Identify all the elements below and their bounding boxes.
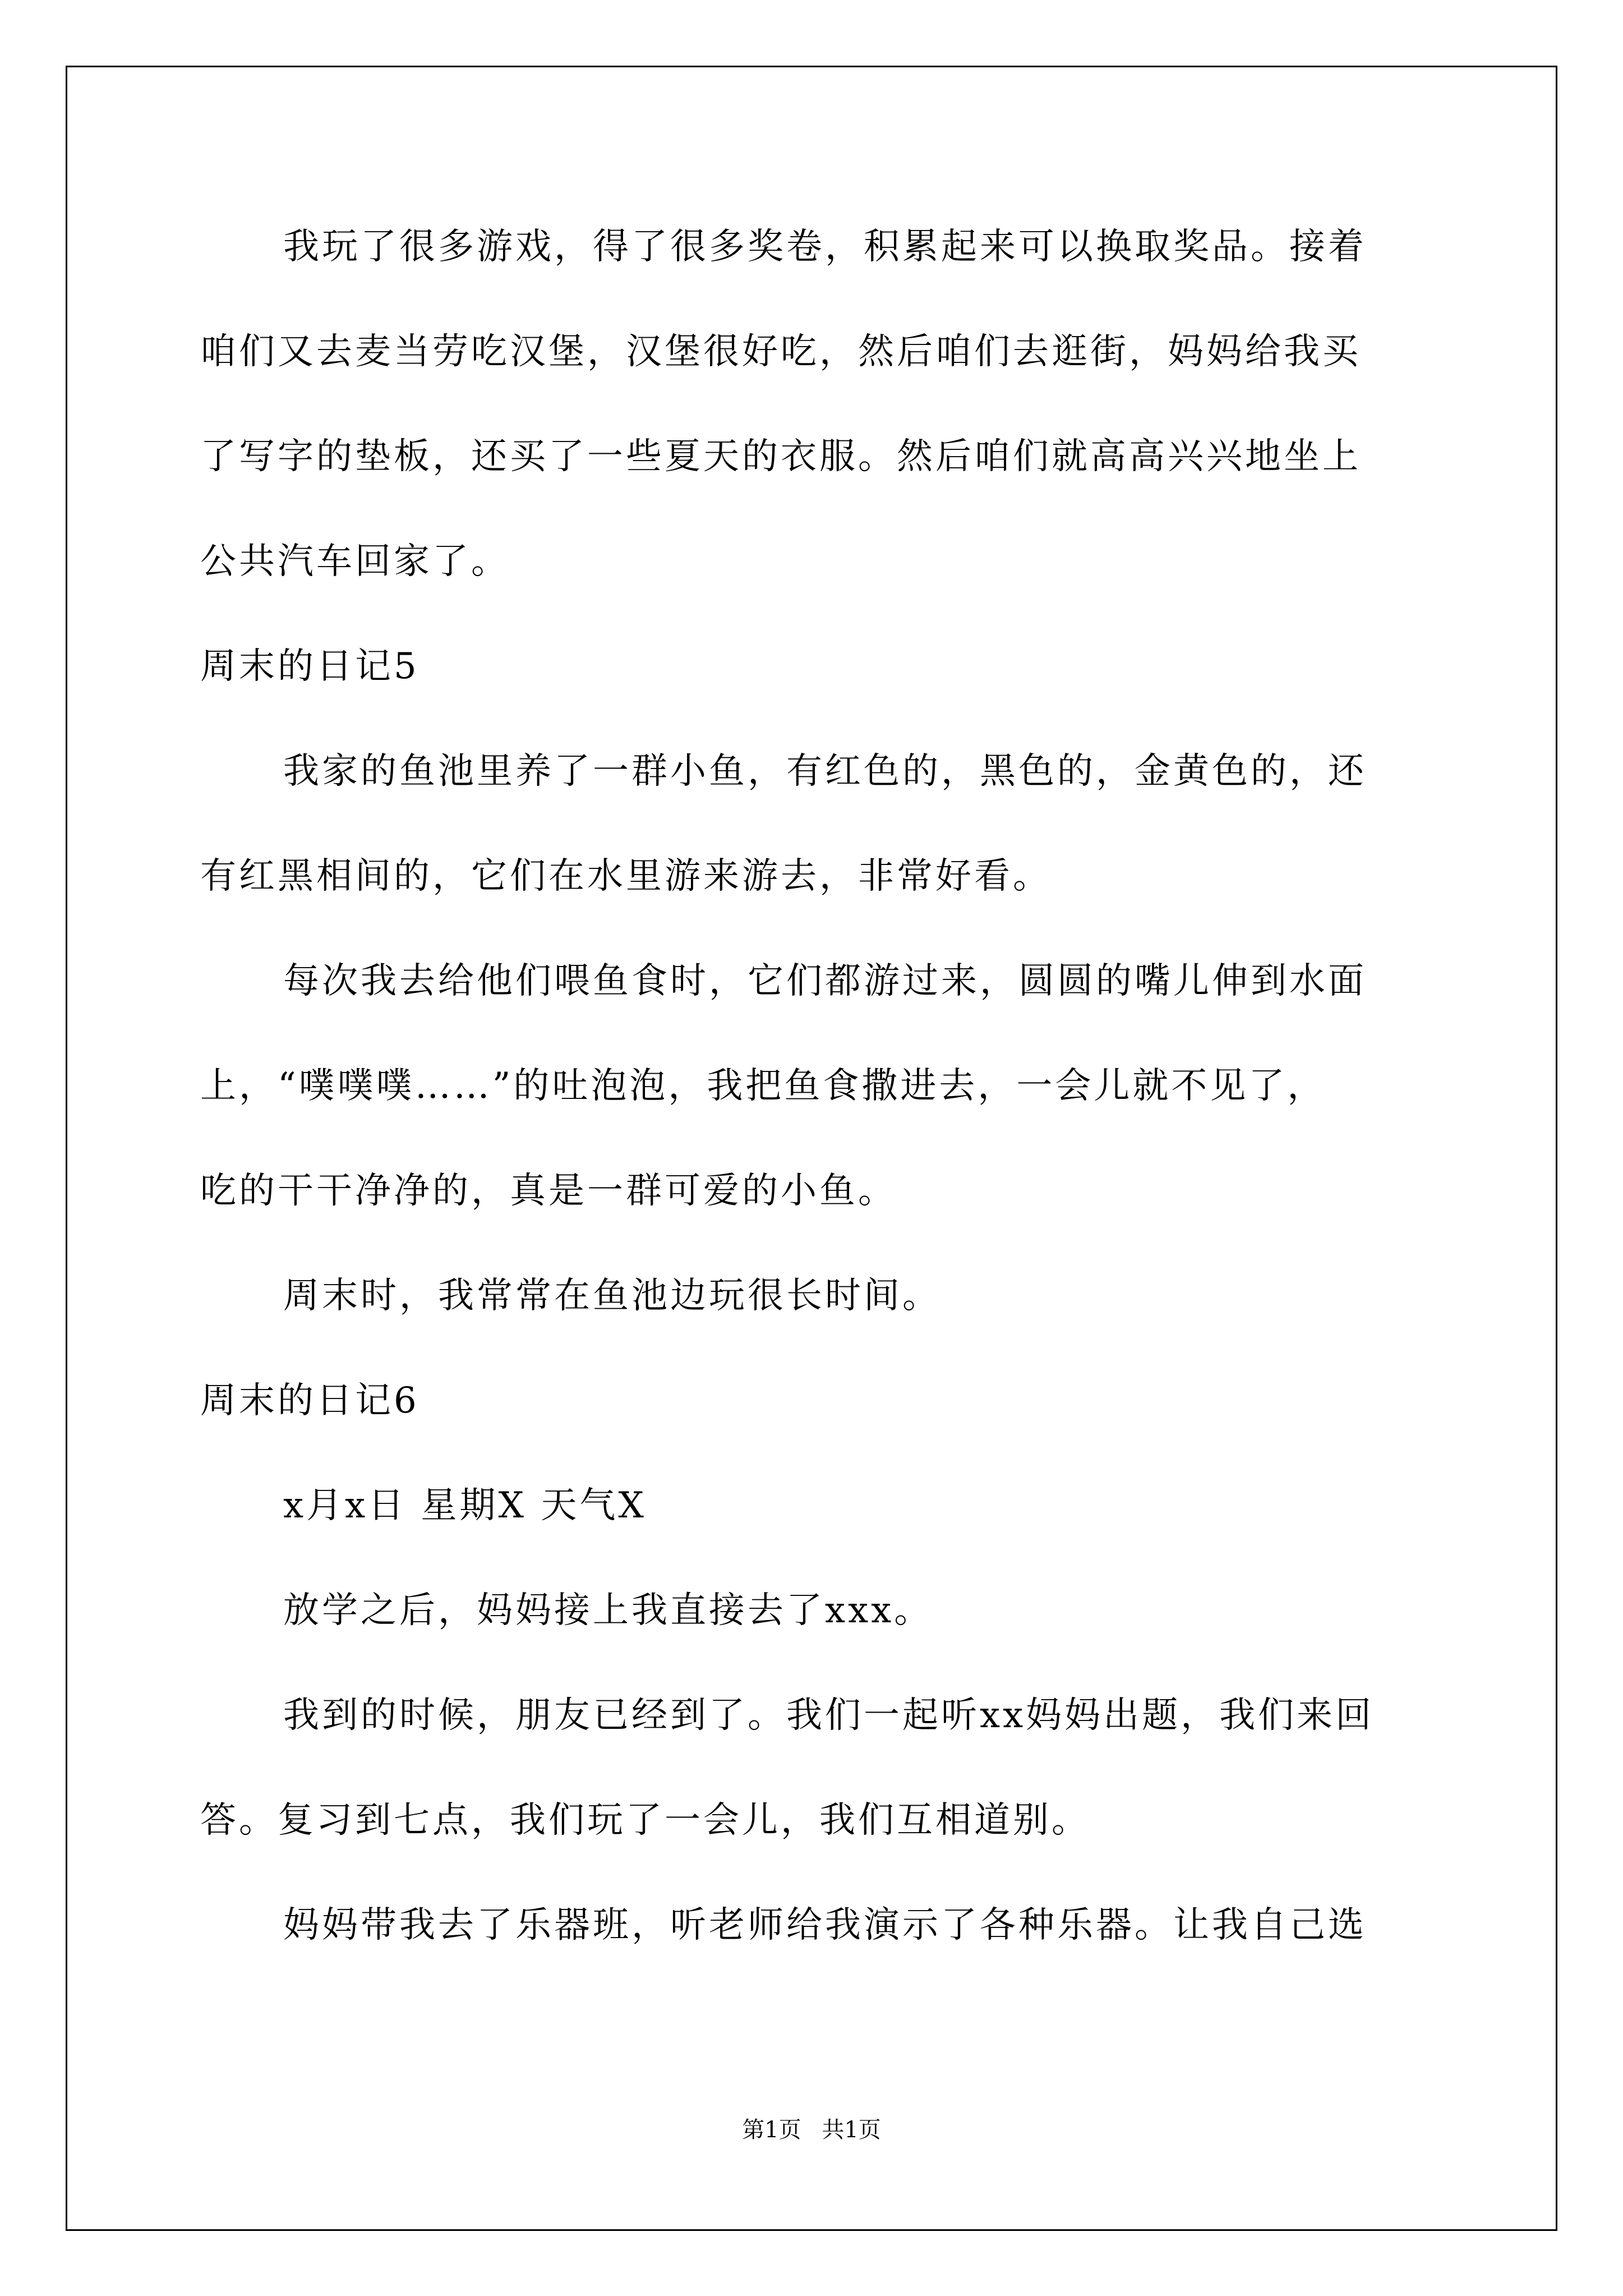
paragraph-line: 我玩了很多游戏，得了很多奖卷，积累起来可以换取奖品。接着	[283, 226, 1367, 268]
paragraph-line: 我到的时候，朋友已经到了。我们一起听xx妈妈出题，我们来回	[283, 1695, 1375, 1736]
page-number: 第1页	[742, 2117, 801, 2143]
paragraph-line: 放学之后，妈妈接上我直接去了xxx。	[283, 1590, 933, 1631]
page-footer	[0, 2118, 1623, 2142]
paragraph-line: 公共汽车回家了。	[200, 541, 510, 582]
paragraph-line: 我家的鱼池里养了一群小鱼，有红色的，黑色的，金黄色的，还	[283, 751, 1367, 792]
section-heading: 周末的日记6	[200, 1380, 419, 1421]
paragraph-line: 每次我去给他们喂鱼食时，它们都游过来，圆圆的嘴儿伸到水面	[283, 960, 1367, 1002]
paragraph-line: 了写字的垫板，还买了一些夏天的衣服。然后咱们就高高兴兴地坐上	[200, 436, 1361, 477]
paragraph-line: 吃的干干净净的，真是一群可爱的小鱼。	[200, 1170, 897, 1212]
section-heading: 周末的日记5	[200, 646, 419, 687]
page-total: 共1页	[822, 2117, 881, 2143]
paragraph-line: 有红黑相间的，它们在水里游来游去，非常好看。	[200, 855, 1052, 897]
paragraph-line: 咱们又去麦当劳吃汉堡，汉堡很好吃，然后咱们去逛街，妈妈给我买	[200, 331, 1361, 372]
paragraph-line: 上，“噗噗噗……”的吐泡泡，我把鱼食撒进去，一会儿就不见了，	[200, 1065, 1326, 1107]
paragraph-line: 答。复习到七点，我们玩了一会儿，我们互相道别。	[200, 1800, 1090, 1841]
paragraph-line: 周末时，我常常在鱼池边玩很长时间。	[283, 1275, 941, 1317]
date-line: x月x日 星期X 天气X	[283, 1485, 647, 1526]
paragraph-line: 妈妈带我去了乐器班，听老师给我演示了各种乐器。让我自己选	[283, 1904, 1367, 1946]
